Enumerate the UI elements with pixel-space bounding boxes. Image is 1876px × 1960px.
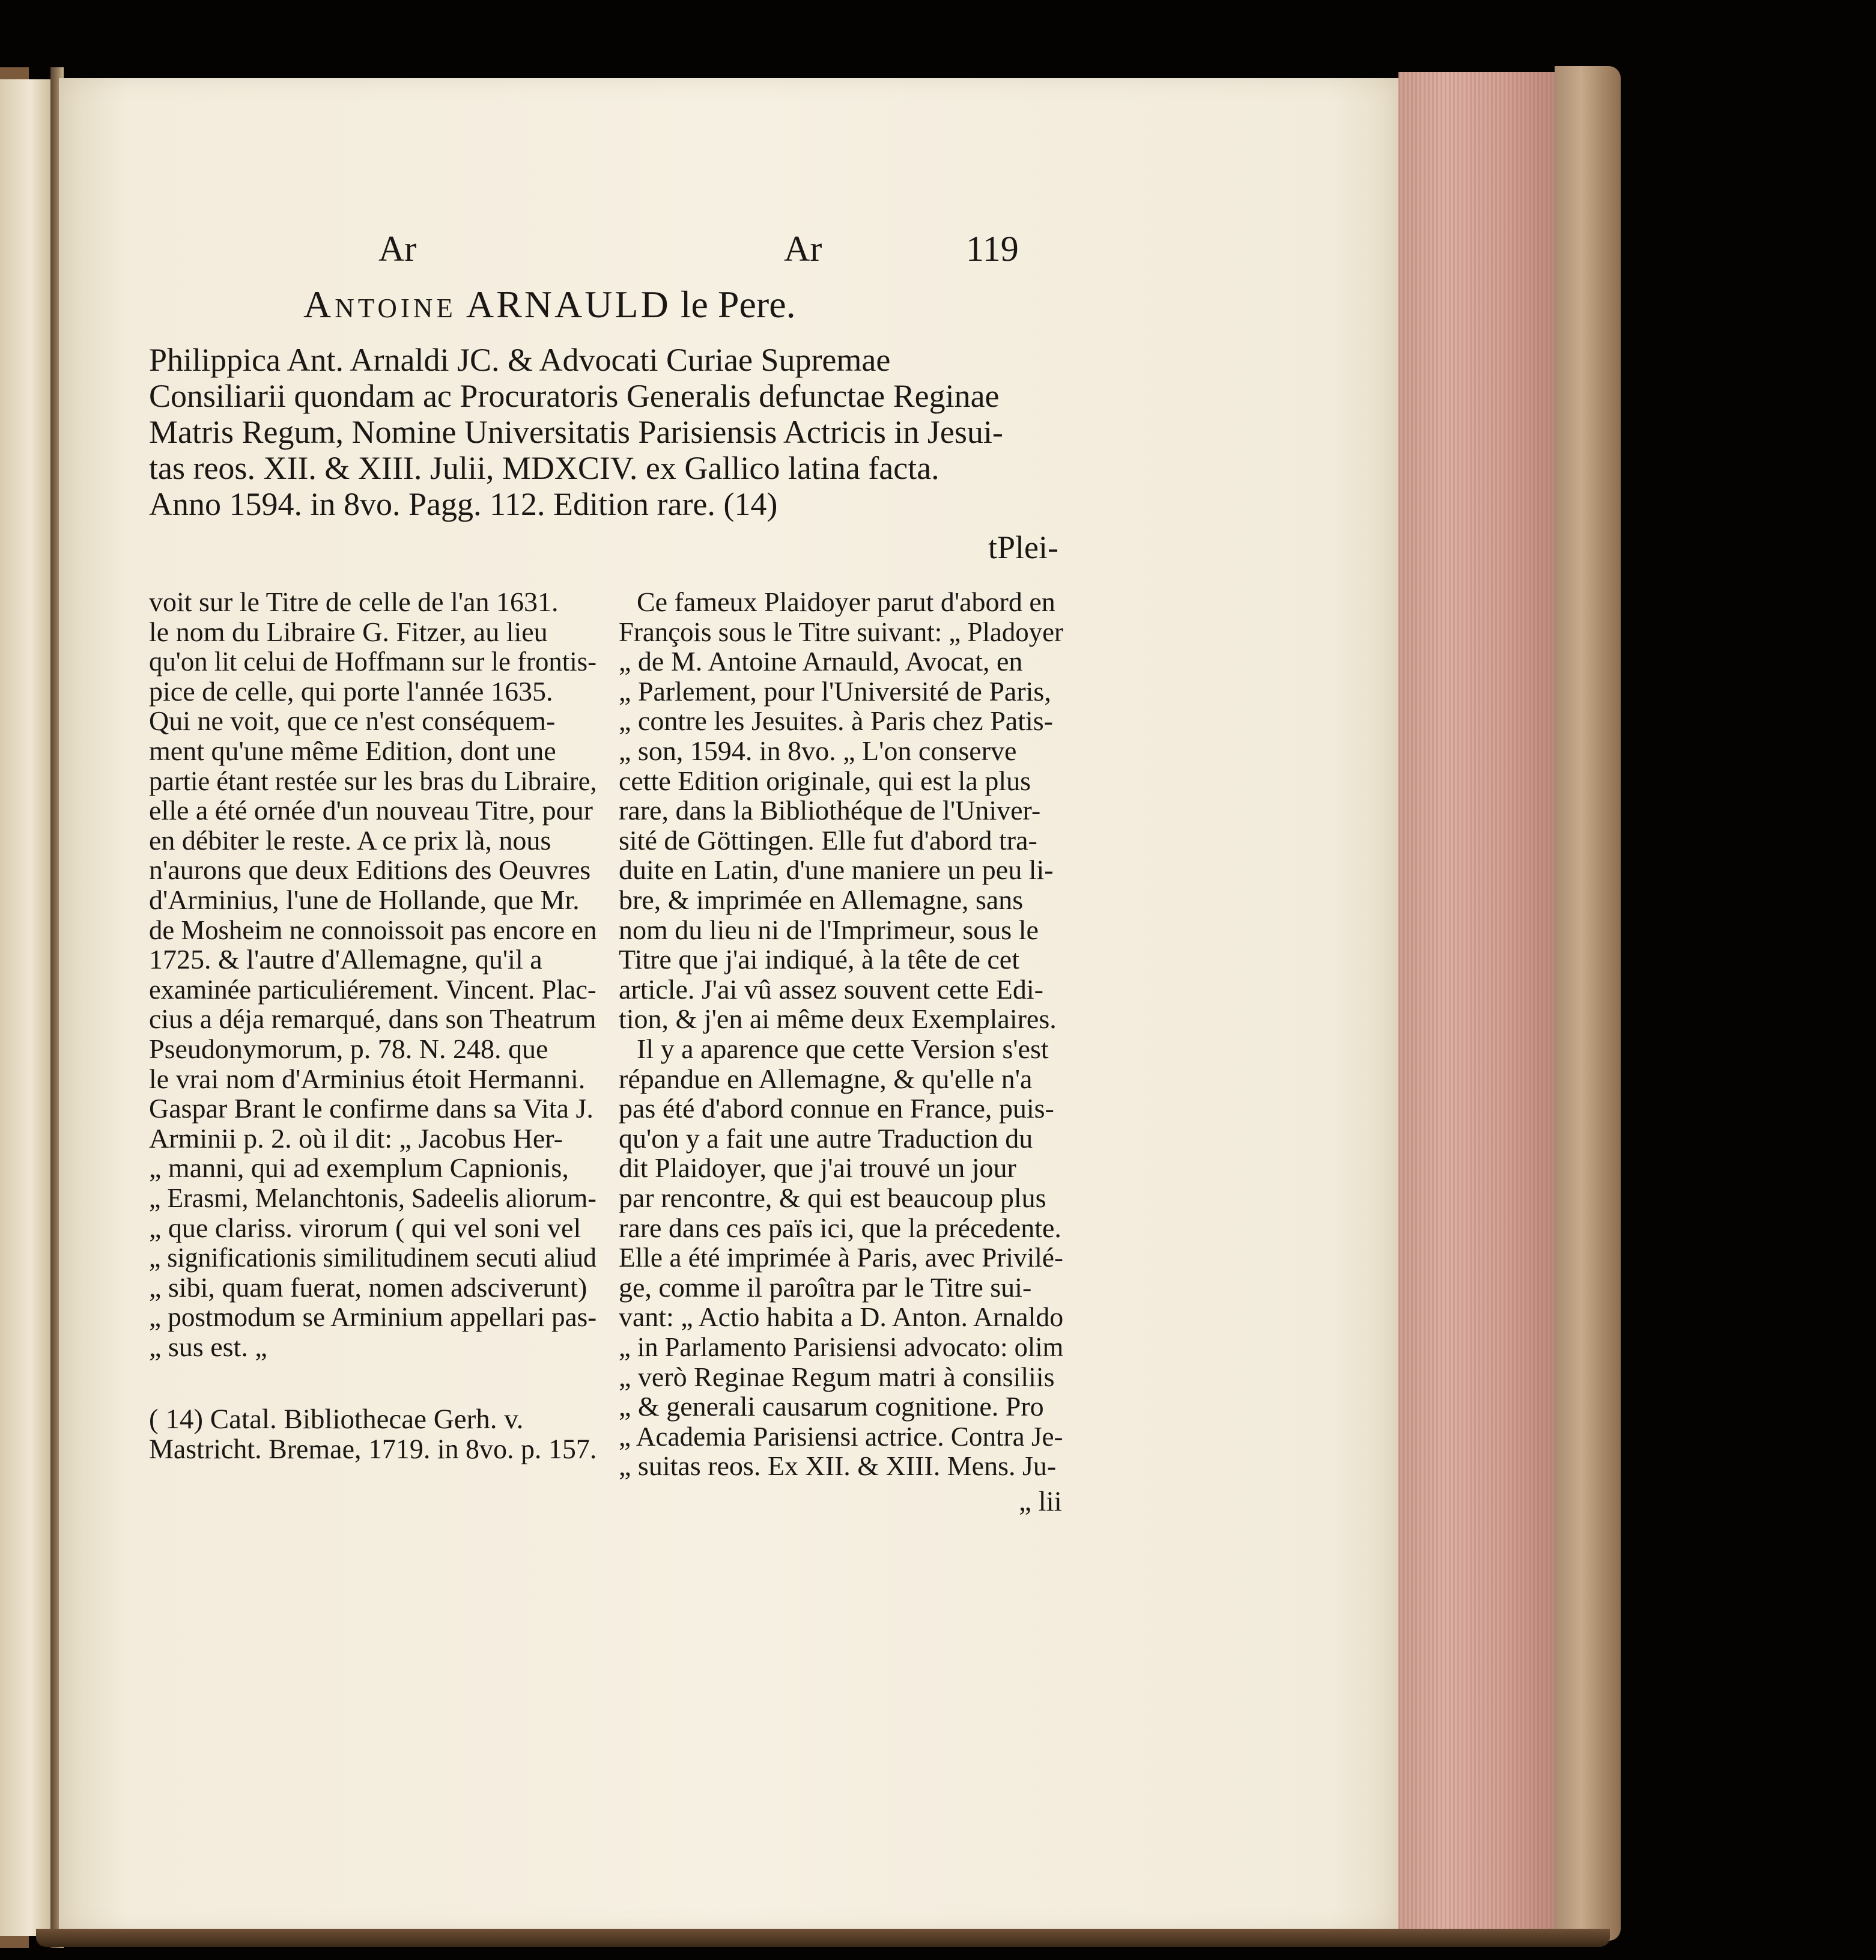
right-column-line: „ in Parlamento Parisiensi advocato: olim	[619, 1332, 1064, 1362]
page-number: 119	[966, 229, 1019, 269]
left-column-line: 1725. & l'autre d'Allemagne, qu'il a	[149, 944, 542, 975]
footnote-line: ( 14) Catal. Bibliothecae Gerh. v.	[149, 1404, 524, 1435]
entry-line: Matris Regum, Nomine Universitatis Parisiensis Actricis in Jesui-	[149, 414, 1003, 450]
bottom-cover	[36, 1929, 1610, 1947]
title-first-name: Antoine	[303, 283, 457, 326]
left-column-line: „ Erasmi, Melanchtonis, Sadeelis aliorum-	[149, 1182, 596, 1213]
left-column-line: d'Arminius, l'une de Hollande, que Mr.	[149, 884, 580, 915]
right-column-line: „ Parlement, pour l'Université de Paris,	[619, 675, 1051, 707]
catchword-bottom: „ lii	[1019, 1486, 1062, 1517]
left-column-line: le vrai nom d'Arminius étoit Hermanni.	[149, 1063, 586, 1094]
entry-line: Anno 1594. in 8vo. Pagg. 112. Edition rare. (14)	[149, 486, 778, 522]
left-column-line: pice de celle, qui porte l'année 1635.	[149, 675, 553, 707]
right-column-line: article. J'ai vû assez souvent cette Edi-	[619, 973, 1043, 1005]
left-column-line: „ significationis similitudinem secuti aliud	[149, 1242, 596, 1273]
page-block-edge	[1398, 72, 1555, 1929]
left-column-line: „ que clariss. virorum ( qui vel soni vel	[149, 1212, 581, 1243]
left-column-line: Arminii p. 2. où il dit: „ Jacobus Her-	[149, 1122, 563, 1154]
left-column-line: Qui ne voit, que ce n'est conséquem-	[149, 705, 556, 737]
right-column-line: „ Academia Parisiensi actrice. Contra Je-	[619, 1420, 1063, 1452]
entry-line: Philippica Ant. Arnaldi JC. & Advocati Curiae Supremae	[149, 342, 891, 378]
catchword-top: tPlei-	[988, 529, 1058, 565]
footnote-line: Mastricht. Bremae, 1719. in 8vo. p. 157.	[149, 1434, 597, 1465]
left-column-line: en débiter le reste. A ce prix là, nous	[149, 824, 551, 856]
title-suffix: le Pere.	[680, 283, 796, 326]
left-column-line: examinée particuliérement. Vincent. Plac-	[149, 973, 596, 1005]
left-column-line: le nom du Libraire G. Fitzer, au lieu	[149, 616, 548, 647]
right-column-line: Il y a aparence que cette Version s'est	[637, 1033, 1049, 1064]
right-column-line: „ verò Reginae Regum matri à consiliis	[619, 1361, 1055, 1392]
right-column-line: tion, & j'en ai même deux Exemplaires.	[619, 1003, 1057, 1035]
right-column-line: „ & generali causarum cognitione. Pro	[619, 1391, 1044, 1422]
left-column-line: ment qu'une même Edition, dont une	[149, 735, 556, 766]
right-column-line: par rencontre, & qui est beaucoup plus	[619, 1182, 1046, 1213]
left-column-line: partie étant restée sur les bras du Libraire,	[149, 765, 597, 796]
left-column-line: voit sur le Titre de celle de l'an 1631.	[149, 586, 559, 617]
left-column-line: elle a été ornée d'un nouveau Titre, pour	[149, 795, 593, 826]
entry-line: tas reos. XII. & XIII. Julii, MDXCIV. ex Gallico latina facta.	[149, 450, 940, 486]
right-column-line: duite en Latin, d'une maniere un peu li-	[619, 854, 1054, 886]
left-column-line: „ manni, qui ad exemplum Capnionis,	[149, 1152, 569, 1184]
right-column-line: pas été d'abord connue en France, puis-	[619, 1093, 1054, 1124]
left-column-line: Pseudonymorum, p. 78. N. 248. que	[149, 1033, 548, 1064]
right-column-line: „ contre les Jesuites. à Paris chez Patis-	[619, 705, 1053, 737]
left-column-line: „ postmodum se Arminium appellari pas-	[149, 1301, 597, 1333]
entry-line: Consiliarii quondam ac Procuratoris Generalis defunctae Reginae	[149, 378, 1000, 414]
right-column-line: Ce fameux Plaidoyer parut d'abord en	[637, 586, 1055, 617]
running-head-center: Ar	[784, 229, 822, 269]
left-column-line: „ sibi, quam fuerat, nomen adsciverunt)	[149, 1271, 587, 1303]
right-column-line: répandue en Allemagne, & qu'elle n'a	[619, 1063, 1033, 1094]
left-column-line: „ sus est. „	[149, 1332, 267, 1362]
right-column-line: „ suitas reos. Ex XII. & XIII. Mens. Ju-	[619, 1450, 1057, 1482]
left-column-line: Gaspar Brant le confirme dans sa Vita J.	[149, 1093, 593, 1124]
right-column-line: cette Edition originale, qui est la plus	[619, 765, 1031, 796]
left-column-line: de Mosheim ne connoissoit pas encore en	[149, 914, 597, 945]
right-column-line: qu'on y a fait une autre Traduction du	[619, 1122, 1033, 1154]
right-cover	[1555, 66, 1621, 1941]
running-head-left: Ar	[378, 229, 417, 269]
right-column-line: ge, comme il paroîtra par le Titre sui-	[619, 1271, 1032, 1303]
entry-title	[303, 282, 796, 327]
right-column-line: „ de M. Antoine Arnauld, Avocat, en	[619, 646, 1023, 677]
right-column-line: Elle a été imprimée à Paris, avec Privilé-	[619, 1242, 1064, 1273]
right-column-line: bre, & imprimée en Allemagne, sans	[619, 884, 1024, 915]
right-column-line: nom du lieu ni de l'Imprimeur, sous le	[619, 914, 1039, 945]
right-column-line: Titre que j'ai indiqué, à la tête de cet	[619, 944, 1019, 975]
right-column-line: sité de Göttingen. Elle fut d'abord tra-	[619, 824, 1037, 856]
title-surname: ARNAULD	[466, 283, 671, 326]
right-column-line: vant: „ Actio habita a D. Anton. Arnaldo	[619, 1301, 1064, 1333]
right-column-line: rare dans ces païs ici, que la précedente.	[619, 1212, 1061, 1243]
right-column-line: dit Plaidoyer, que j'ai trouvé un jour	[619, 1152, 1016, 1184]
left-column-line: n'aurons que deux Editions des Oeuvres	[149, 854, 591, 886]
left-column-line: qu'on lit celui de Hoffmann sur le frontis-	[149, 646, 596, 677]
right-column-line: „ son, 1594. in 8vo. „ L'on conserve	[619, 735, 1017, 766]
left-column-line: cius a déja remarqué, dans son Theatrum	[149, 1003, 596, 1035]
right-column-line: rare, dans la Bibliothéque de l'Univer-	[619, 795, 1041, 826]
right-column-line: François sous le Titre suivant: „ Pladoyer	[619, 616, 1063, 647]
left-page-edge	[0, 79, 52, 1936]
